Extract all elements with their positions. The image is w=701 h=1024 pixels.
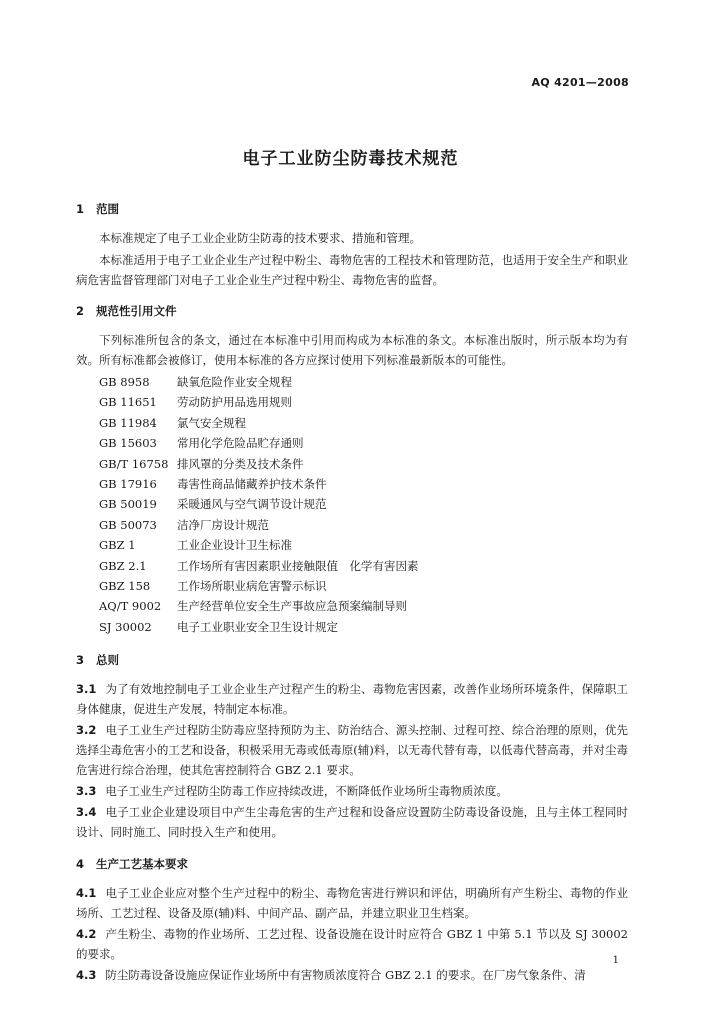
clause-text: 为了有效地控制电子工业企业生产过程产生的粉尘、毒物危害因素，改善作业场所环境条件，保障职工身体健康，促进生产发展，特制定本标准。 bbox=[76, 682, 628, 717]
section-number: 2 bbox=[76, 304, 85, 318]
reference-name: 生产经营单位安全生产事故应急预案编制导则 bbox=[177, 599, 407, 614]
reference-code: GB 8958 bbox=[99, 375, 150, 389]
section-title: 总则 bbox=[96, 653, 119, 668]
reference-name: 常用化学危险品贮存通则 bbox=[177, 436, 304, 451]
clause-number: 4.1 bbox=[76, 886, 97, 901]
reference-code: GB 17916 bbox=[99, 476, 157, 491]
reference-code: GB/T 16758 bbox=[99, 456, 169, 471]
clause bbox=[76, 802, 628, 842]
clause bbox=[76, 679, 628, 719]
section-2-heading bbox=[76, 300, 628, 322]
reference-item bbox=[99, 556, 628, 576]
section-title: 生产工艺基本要求 bbox=[96, 857, 188, 872]
page-number: 1 bbox=[612, 955, 619, 966]
reference-item bbox=[99, 372, 628, 392]
reference-name: 工业企业设计卫生标准 bbox=[177, 538, 292, 553]
reference-code: AQ/T 9002 bbox=[99, 599, 162, 614]
clause-number: 3.3 bbox=[76, 784, 97, 799]
clause bbox=[76, 965, 628, 985]
reference-item bbox=[99, 535, 628, 555]
paragraph: 本标准规定了电子工业企业防尘防毒的技术要求、措施和管理。 bbox=[99, 231, 421, 245]
reference-code: GB 50073 bbox=[99, 517, 157, 532]
reference-name: 电子工业职业安全卫生设计规定 bbox=[177, 619, 338, 634]
reference-code: GBZ 1 bbox=[99, 538, 136, 553]
reference-name: 缺氧危险作业安全规程 bbox=[177, 375, 292, 389]
reference-code: SJ 30002 bbox=[99, 619, 152, 634]
reference-item bbox=[99, 392, 628, 412]
clause-text: 电子工业企业应对整个生产过程中的粉尘、毒物危害进行辨识和评估，明确所有产生粉尘、毒物的作业场所、工艺过程、设备及原(辅)料、中间产品、副产品，并建立职业卫生档案。 bbox=[76, 886, 628, 921]
reference-item bbox=[99, 596, 628, 616]
section-1-heading bbox=[76, 198, 628, 220]
reference-item bbox=[99, 494, 628, 514]
reference-item bbox=[99, 617, 628, 637]
reference-name: 氯气安全规程 bbox=[177, 415, 246, 430]
clause-text: 电子工业生产过程防尘防毒应坚持预防为主、防治结合、源头控制、过程可控、综合治理的原则，优先选择尘毒危害小的工艺和设备，积极采用无毒或低毒原(辅)料，以无毒代替有毒，以低毒代替高毒，并对尘毒危害进行综合治理，使其危害控制符合 GBZ 2.1 要求。 bbox=[76, 723, 628, 778]
standard-code: AQ 4201—2008 bbox=[531, 76, 629, 89]
section-3-heading bbox=[76, 649, 628, 671]
section-number: 1 bbox=[76, 202, 85, 216]
reference-name: 采暖通风与空气调节设计规范 bbox=[177, 497, 327, 512]
document-title: 电子工业防尘防毒技术规范 bbox=[242, 149, 459, 169]
clause bbox=[76, 781, 628, 801]
reference-name: 毒害性商品储藏养护技术条件 bbox=[177, 476, 327, 491]
section-number: 3 bbox=[76, 653, 85, 668]
clause-number: 4.2 bbox=[76, 927, 97, 942]
clause bbox=[76, 720, 628, 780]
reference-code: GBZ 158 bbox=[99, 578, 151, 593]
clause-number: 3.1 bbox=[76, 682, 97, 697]
reference-list bbox=[76, 372, 628, 637]
paragraph: 下列标准所包含的条文，通过在本标准中引用而构成为本标准的条文。本标准出版时，所示版本均为有效。所有标准都会被修订，使用本标准的各方应探讨使用下列标准最新版本的可能性。 bbox=[76, 333, 628, 367]
reference-name: 劳动防护用品选用规则 bbox=[177, 395, 292, 410]
clause-text: 电子工业生产过程防尘防毒工作应持续改进，不断降低作业场所尘毒物质浓度。 bbox=[105, 784, 508, 799]
paragraph: 本标准适用于电子工业企业生产过程中粉尘、毒物危害的工程技术和管理防范，也适用于安全生产和职业病危害监督管理部门对电子工业企业生产过程中粉尘、毒物危害的监督。 bbox=[76, 253, 628, 287]
section-title: 范围 bbox=[96, 202, 119, 216]
clause-number: 3.2 bbox=[76, 723, 97, 738]
reference-item bbox=[99, 433, 628, 453]
clause-text: 产生粉尘、毒物的作业场所、工艺过程、设备设施在设计时应符合 GBZ 1 中第 5.1 节以及 SJ 30002 的要求。 bbox=[76, 927, 628, 962]
reference-code: GBZ 2.1 bbox=[99, 558, 147, 573]
document-body bbox=[76, 198, 628, 986]
section-4-heading bbox=[76, 853, 628, 875]
clause-text: 电子工业企业建设项目中产生尘毒危害的生产过程和设备应设置防尘防毒设备设施，且与主体工程同时设计、同时施工、同时投入生产和使用。 bbox=[76, 805, 628, 840]
clause bbox=[76, 924, 628, 964]
reference-code: GB 11984 bbox=[99, 415, 157, 430]
section-title: 规范性引用文件 bbox=[96, 304, 177, 318]
reference-name: 工作场所有害因素职业接触限值 化学有害因素 bbox=[177, 558, 419, 573]
reference-item bbox=[99, 413, 628, 433]
reference-item bbox=[99, 474, 628, 494]
reference-item bbox=[99, 515, 628, 535]
reference-name: 排风罩的分类及技术条件 bbox=[177, 456, 304, 471]
clause-number: 3.4 bbox=[76, 805, 97, 820]
reference-item bbox=[99, 454, 628, 474]
reference-code: GB 15603 bbox=[99, 436, 157, 451]
clause bbox=[76, 883, 628, 923]
reference-item bbox=[99, 576, 628, 596]
clause-number: 4.3 bbox=[76, 968, 97, 983]
reference-code: GB 50019 bbox=[99, 497, 157, 512]
section-number: 4 bbox=[76, 857, 85, 872]
reference-name: 工作场所职业病危害警示标识 bbox=[177, 578, 327, 593]
clause-text: 防尘防毒设备设施应保证作业场所中有害物质浓度符合 GBZ 2.1 的要求。在厂房气象条件、清 bbox=[105, 968, 586, 983]
reference-name: 洁净厂房设计规范 bbox=[177, 517, 269, 532]
reference-code: GB 11651 bbox=[99, 395, 157, 410]
